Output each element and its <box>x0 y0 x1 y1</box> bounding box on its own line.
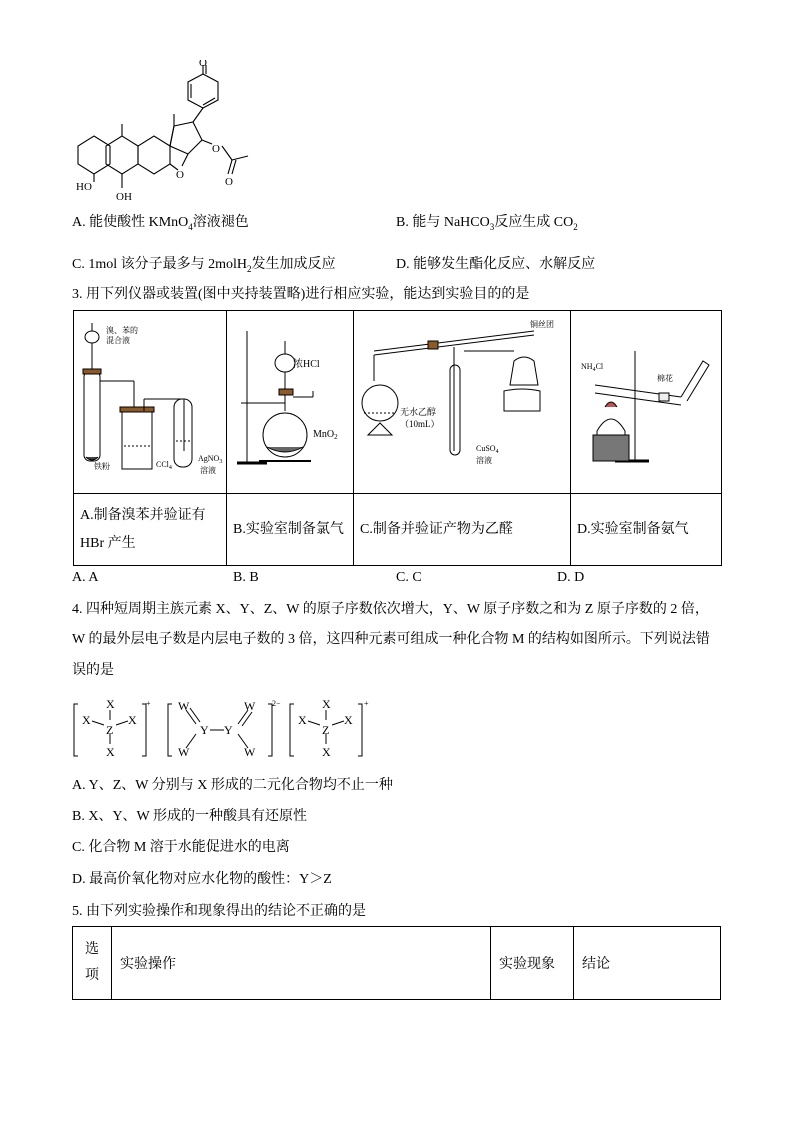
svg-text:X: X <box>106 697 115 711</box>
svg-text:X: X <box>344 713 353 727</box>
apparatus-a-figure <box>74 311 226 488</box>
q4-option-b: B. X、Y、W 形成的一种酸具有还原性 <box>72 809 308 824</box>
q2-option-a-text: A. 能使酸性 KMnO <box>72 215 189 230</box>
svg-text:W: W <box>178 745 190 759</box>
apparatus-d-figure <box>571 311 721 488</box>
label-volume: （10mL） <box>400 419 440 429</box>
q2-option-b-sub2: 2 <box>573 221 578 232</box>
q3-option-c: C. C <box>396 570 422 585</box>
label-mno2: MnO$_2$ <box>313 429 338 441</box>
atom-oh: OH <box>116 191 132 203</box>
svg-text:X: X <box>322 745 331 759</box>
q2-option-d: D. 能够发生酯化反应、水解反应 <box>396 257 596 272</box>
q3-option-a: A. A <box>72 570 99 585</box>
svg-text:+: + <box>364 699 369 708</box>
svg-text:X: X <box>106 745 115 759</box>
q3-stem: 3. 用下列仪器或装置(图中夹持装置略)进行相应实验，能达到实验目的的是 <box>72 287 530 302</box>
q5-header-operation: 实验操作 <box>112 927 491 1000</box>
q4-stem-line3: 误的是 <box>72 663 114 678</box>
q2-option-c <box>72 256 336 278</box>
svg-text:Y: Y <box>200 723 209 737</box>
q3-apparatus-table <box>73 310 722 566</box>
label-cuso4-solution: 溶液 <box>476 456 492 465</box>
label-bromobenzene-mix: 溴、苯的 <box>106 326 138 335</box>
label-copper-wire: 铜丝团 <box>530 320 554 329</box>
svg-text:Y: Y <box>224 723 233 737</box>
svg-text:+: + <box>146 699 151 708</box>
caption-a: A.制备溴苯并验证有HBr 产生 <box>74 494 227 566</box>
q3-option-b: B. B <box>233 570 259 585</box>
apparatus-d-cell <box>571 311 722 494</box>
atom-ho: HO <box>76 181 92 193</box>
svg-text:W: W <box>178 699 190 713</box>
svg-text:W: W <box>244 745 256 759</box>
svg-text:Z: Z <box>322 723 330 737</box>
q2-option-a <box>72 214 249 236</box>
q4-stem-line1: 4. 四种短周期主族元素 X、Y、Z、W 的原子序数依次增大，Y、W 原子序数之和为 Z 原子序数的 2 倍， <box>72 602 709 617</box>
q5-header-conclusion: 结论 <box>574 927 721 1000</box>
apparatus-b-cell <box>227 311 354 494</box>
q4-option-a: A. Y、Z、W 分别与 X 形成的二元化合物均不止一种 <box>72 778 393 793</box>
q2-option-b-sub: 3 <box>489 221 495 232</box>
apparatus-a-cell <box>74 311 227 494</box>
q4-stem-line2: W 的最外层电子数是内层电子数的 3 倍，这四种元素可组成一种化合物 M 的结构如图所示。下列说法错 <box>72 632 710 647</box>
q2-option-c-text: C. 1mol 该分子最多与 2molH <box>72 257 248 272</box>
atom-o-top: O <box>199 60 207 69</box>
compound-m-structure <box>72 694 372 764</box>
atom-o-carbonyl: O <box>225 176 233 188</box>
q2-option-b-text: B. 能与 NaHCO <box>396 215 490 230</box>
svg-text:X: X <box>82 713 91 727</box>
label-agno3-solution: 溶液 <box>200 466 216 475</box>
molecule-structure <box>70 60 330 210</box>
label-anhydrous-ethanol: 无水乙醇 <box>400 407 437 417</box>
q2-option-a-sub: 4 <box>188 221 193 232</box>
apparatus-b-figure <box>227 311 353 488</box>
svg-text:2−: 2− <box>272 699 281 708</box>
apparatus-c-figure <box>354 311 570 488</box>
q2-option-c-sub: 2 <box>247 263 252 274</box>
q5-stem: 5. 由下列实验操作和现象得出的结论不正确的是 <box>72 904 366 919</box>
q5-table <box>72 926 721 1000</box>
q4-option-d: D. 最高价氧化物对应水化物的酸性：Y＞Z <box>72 872 332 887</box>
q5-header-phenomenon: 实验现象 <box>491 927 574 1000</box>
label-conc-hcl: 浓HCl <box>293 359 320 370</box>
atom-o-ester: O <box>212 143 220 155</box>
q2-option-a-suffix: 溶液褪色 <box>192 215 249 230</box>
q5-header-option <box>73 927 112 1000</box>
caption-b: B.实验室制备氯气 <box>227 494 354 566</box>
label-mixture: 混合液 <box>106 336 130 345</box>
caption-c: C.制备并验证产物为乙醛 <box>354 494 571 566</box>
svg-text:X: X <box>128 713 137 727</box>
q2-option-b <box>396 214 578 236</box>
q4-option-c: C. 化合物 M 溶于水能促进水的电离 <box>72 840 290 855</box>
label-nh4cl: $NH_4Cl$ <box>581 362 604 373</box>
apparatus-c-cell <box>354 311 571 494</box>
label-agno3: AgNO$_3$ <box>198 454 223 465</box>
q5-header-option-line2: 项 <box>85 968 99 983</box>
label-cotton: 棉花 <box>657 374 673 383</box>
label-iron-powder: 铁粉 <box>94 462 110 471</box>
label-cuso4: CuSO$_4$ <box>476 444 499 455</box>
q5-header-option-line1: 选 <box>85 942 99 957</box>
q2-option-c-suffix: 发生加成反应 <box>251 257 336 272</box>
svg-text:X: X <box>298 713 307 727</box>
svg-text:W: W <box>244 699 256 713</box>
label-ccl4: CCl$_4$ <box>156 460 172 471</box>
svg-text:X: X <box>322 697 331 711</box>
q3-option-d: D. D <box>557 570 585 585</box>
q2-option-b-mid: 反应生成 CO <box>494 215 574 230</box>
atom-o-epoxide: O <box>176 169 184 181</box>
svg-text:Z: Z <box>106 723 114 737</box>
caption-d: D.实验室制备氨气 <box>571 494 722 566</box>
